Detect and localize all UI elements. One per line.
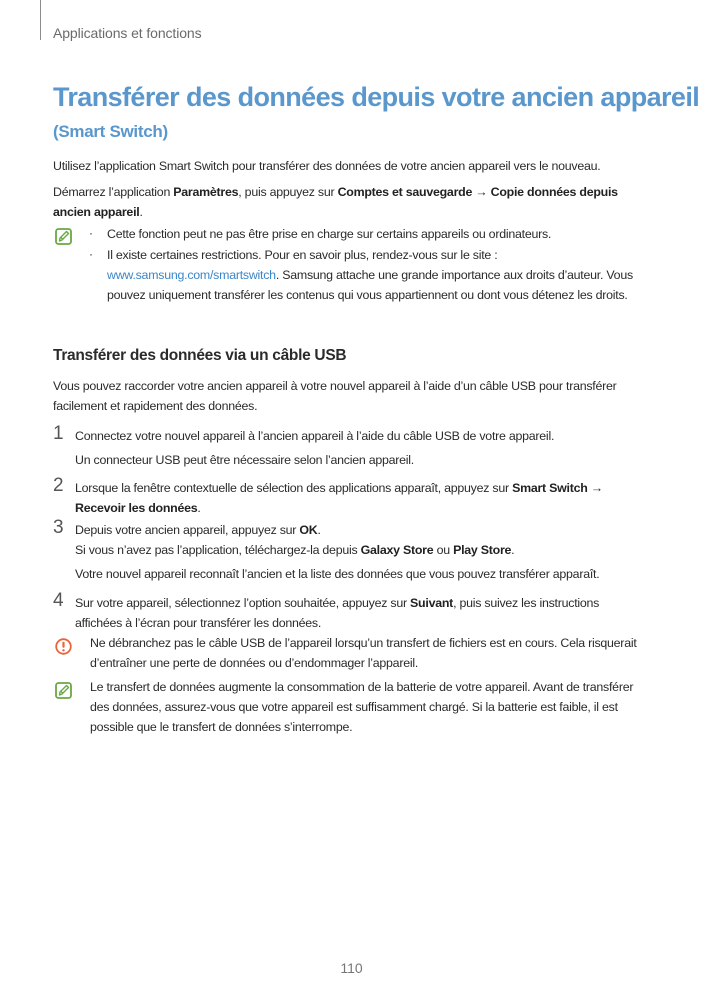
text: . [197, 501, 201, 515]
button-ok: OK [299, 523, 318, 537]
note-bullet-2 [107, 245, 655, 305]
galaxy-store: Galaxy Store [360, 543, 434, 557]
step-2 [75, 478, 655, 518]
header-rule [40, 0, 41, 40]
step-number: 4 [53, 590, 64, 611]
text: Si vous n’avez pas l’application, téléchargez-la depuis [75, 543, 361, 557]
note-bullet-1: Cette fonction peut ne pas être prise en charge sur certains appareils ou ordinateurs. [107, 227, 552, 241]
text: Démarrez l’application [53, 185, 174, 199]
text: . [139, 205, 143, 219]
text: . [317, 523, 321, 537]
menu-receive-data: Recevoir les données [75, 501, 198, 515]
button-next: Suivant [410, 596, 454, 610]
text: Sur votre appareil, sélectionnez l’option souhaitée, appuyez sur [75, 596, 411, 610]
text: . [511, 543, 515, 557]
warning-icon [55, 638, 72, 655]
text: Lorsque la fenêtre contextuelle de sélection des applications apparaît, appuyez sur [75, 481, 513, 495]
text: . Samsung attache une grande importance aux droits d’auteur. Vous pouvez uniquement transférer les contenus qui vous appartiennent ou dont vous détenez les droits. [107, 268, 633, 302]
play-store: Play Store [453, 543, 512, 557]
instruction-paragraph [53, 182, 653, 222]
arrow: → [472, 185, 491, 199]
step-3 [75, 520, 655, 560]
step-1: Connectez votre nouvel appareil à l’ancien appareil à l’aide du câble USB de votre appareil. [75, 429, 555, 443]
step-number: 2 [53, 475, 64, 496]
step-1-note: Un connecteur USB peut être nécessaire selon l’ancien appareil. [75, 453, 414, 467]
menu-settings: Paramètres [173, 185, 239, 199]
battery-note-text: Le transfert de données augmente la consommation de la batterie de votre appareil. Avant de transférer des données, assurez-vous que votre appareil est suffisamment chargé. Si la batterie est faible, il est possible que le transfert de données s’interrompe. [90, 680, 634, 734]
bullet: · [89, 247, 93, 261]
text: ou [433, 543, 454, 557]
bullet: · [89, 226, 93, 240]
step-3-result: Votre nouvel appareil reconnaît l’ancien et la liste des données que vous pouvez transférer apparaît. [75, 567, 600, 581]
warning-text: Ne débranchez pas le câble USB de l’appareil lorsqu’un transfert de fichiers est en cours. Cela risquerait d’entraîner une perte de données ou d’endommager l’appareil. [90, 636, 637, 670]
smartswitch-link[interactable]: www.samsung.com/smartswitch [107, 268, 276, 282]
menu-accounts-backup: Comptes et sauvegarde [337, 185, 473, 199]
text: Depuis votre ancien appareil, appuyez sur [75, 523, 300, 537]
text: Il existe certaines restrictions. Pour en savoir plus, rendez-vous sur le site : [107, 248, 498, 262]
note-pencil-icon [55, 228, 72, 245]
menu-copy-data: Copie données depuis ancien appareil [53, 185, 618, 219]
arrow: → [587, 481, 603, 495]
intro-paragraph: Utilisez l’application Smart Switch pour transférer des données de votre ancien appareil vers le nouveau. [53, 159, 601, 173]
note-pencil-icon [55, 682, 72, 699]
text: , puis suivez les instructions affichées à l’écran pour transférer les données. [75, 596, 600, 630]
section-header: Applications et fonctions [53, 25, 202, 41]
usb-intro: Vous pouvez raccorder votre ancien appareil à votre nouvel appareil à l’aide d’un câble USB pour transférer facilement et rapidement des données. [53, 379, 617, 413]
section-heading-usb: Transférer des données via un câble USB [53, 347, 347, 364]
page-number: 110 [340, 960, 363, 976]
page-subtitle: (Smart Switch) [53, 122, 168, 141]
step-number: 1 [53, 423, 64, 444]
step-number: 3 [53, 517, 64, 538]
menu-smart-switch: Smart Switch [512, 481, 588, 495]
text: , puis appuyez sur [238, 185, 338, 199]
page-title: Transférer des données depuis votre ancien appareil [53, 82, 700, 112]
step-4 [75, 593, 630, 633]
